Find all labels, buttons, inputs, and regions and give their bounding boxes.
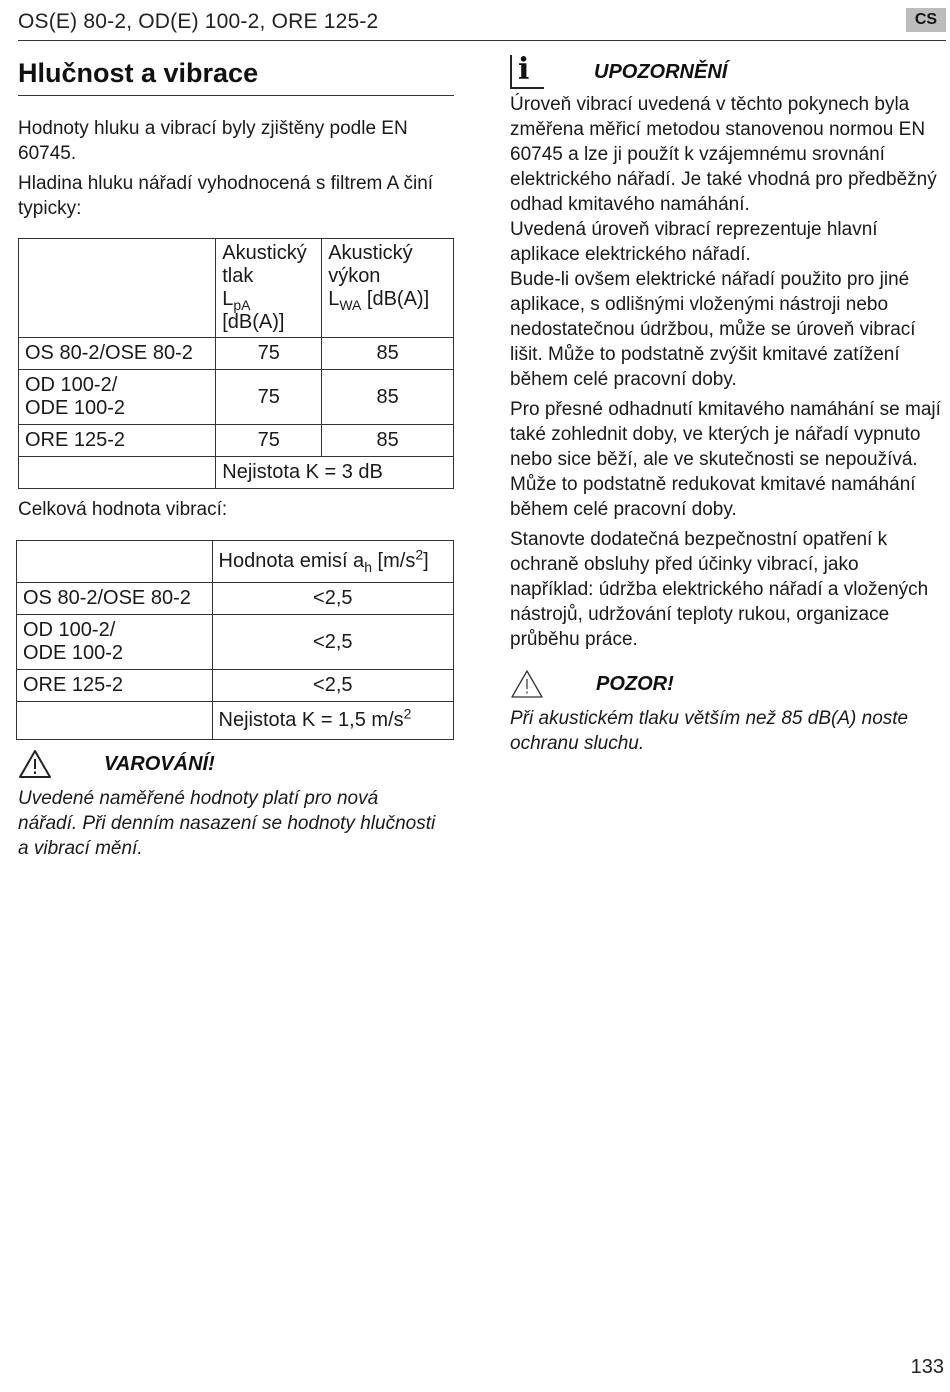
pressure-unit: [dB(A)] bbox=[222, 311, 285, 333]
model-line-1: OD 100-2/ bbox=[25, 374, 118, 396]
warning-triangle-icon bbox=[18, 749, 52, 779]
left-column bbox=[18, 58, 454, 861]
emission-cell: <2,5 bbox=[212, 583, 453, 615]
warning-label: VAROVÁNÍ! bbox=[104, 752, 215, 775]
model-cell: OS 80-2/OSE 80-2 bbox=[17, 583, 213, 615]
pressure-subscript: pA bbox=[233, 297, 251, 313]
table-row bbox=[17, 702, 454, 740]
model-line-2: ODE 100-2 bbox=[25, 397, 126, 419]
power-header bbox=[322, 239, 454, 338]
power-cell: 85 bbox=[322, 370, 454, 425]
table-row bbox=[17, 583, 454, 615]
uncertainty-text: Nejistota K = 1,5 m/s bbox=[218, 709, 404, 731]
info-icon: i bbox=[510, 55, 544, 89]
emission-superscript: 2 bbox=[415, 546, 424, 563]
notice-paragraph: Stanovte dodatečná bezpečnostní opatření k ochraně obsluhy před účinky vibrací, jako například: údržba elektrického nářadí a vložených nástrojů, udržování teploty rukou, organizace průběhu práce. bbox=[510, 529, 929, 650]
emission-unit: [m/s bbox=[371, 550, 416, 572]
empty-cell bbox=[19, 239, 216, 338]
power-cell: 85 bbox=[322, 338, 454, 370]
emission-header-label: Hodnota emisí a bbox=[218, 550, 365, 572]
header-divider bbox=[18, 40, 946, 41]
caution-label: POZOR! bbox=[596, 672, 674, 695]
language-badge: CS bbox=[906, 8, 946, 32]
notice-paragraph: Pro přesné odhadnutí kmitavého namáhání se mají také zohlednit doby, ve kterých je nářadí vypnuto nebo sice běží, ale ve skutečnosti se nepoužívá. Může to podstatně redukovat kmitavé namáhání během celé pracovní doby. bbox=[510, 399, 941, 520]
caution-heading bbox=[510, 664, 946, 704]
table-row bbox=[17, 670, 454, 702]
emission-subscript: h bbox=[364, 559, 372, 575]
vibration-table-header bbox=[17, 541, 454, 583]
uncertainty-cell: Nejistota K = 3 dB bbox=[216, 457, 454, 489]
warning-text: Uvedené naměřené hodnoty platí pro nová nářadí. Při denním nasazení se hodnoty hlučnosti a vibrací mění. bbox=[18, 788, 436, 859]
pressure-cell: 75 bbox=[216, 338, 322, 370]
model-cell bbox=[17, 615, 213, 670]
emission-header bbox=[212, 541, 453, 583]
notice-heading bbox=[510, 52, 946, 92]
right-column bbox=[510, 52, 946, 756]
header-title: OS(E) 80-2, OD(E) 100-2, ORE 125-2 bbox=[18, 10, 379, 33]
emission-bracket: ] bbox=[423, 550, 429, 572]
notice-label: UPOZORNĚNÍ bbox=[594, 60, 728, 83]
emission-cell: <2,5 bbox=[212, 615, 453, 670]
warning-heading bbox=[18, 744, 454, 784]
notice-paragraph: Uvedená úroveň vibrací reprezentuje hlavní aplikace elektrického nářadí. bbox=[510, 219, 878, 265]
model-cell: ORE 125-2 bbox=[17, 670, 213, 702]
noise-table bbox=[18, 238, 454, 489]
model-cell bbox=[19, 370, 216, 425]
model-line-1: OD 100-2/ bbox=[23, 619, 116, 641]
table-row bbox=[19, 425, 454, 457]
model-cell: ORE 125-2 bbox=[19, 425, 216, 457]
empty-cell bbox=[19, 457, 216, 489]
noise-table-header bbox=[19, 239, 454, 338]
section-title: Hlučnost a vibrace bbox=[18, 58, 454, 96]
empty-cell bbox=[17, 541, 213, 583]
table-row bbox=[17, 615, 454, 670]
intro-paragraph: Hodnoty hluku a vibrací byly zjištěny podle EN 60745. bbox=[18, 118, 408, 164]
uncertainty-cell bbox=[212, 702, 453, 740]
pressure-cell: 75 bbox=[216, 425, 322, 457]
vibration-label: Celková hodnota vibrací: bbox=[18, 499, 228, 520]
table-row bbox=[19, 457, 454, 489]
table-row bbox=[19, 338, 454, 370]
emission-cell: <2,5 bbox=[212, 670, 453, 702]
vibration-table bbox=[16, 540, 454, 740]
pressure-header-label: Akustický tlak bbox=[222, 242, 307, 287]
model-cell: OS 80-2/OSE 80-2 bbox=[19, 338, 216, 370]
notice-paragraph: Úroveň vibrací uvedená v těchto pokynech byla změřena měřicí metodou stanovenou normou EN 60745 a lze ji použít k vzájemnému srovnání elektrického nářadí. Je také vhodná pro předběžný odhad kmitavého namáhání. bbox=[510, 94, 937, 215]
pressure-header bbox=[216, 239, 322, 338]
power-unit: [dB(A)] bbox=[361, 288, 430, 310]
table-row bbox=[19, 370, 454, 425]
power-cell: 85 bbox=[322, 425, 454, 457]
empty-cell bbox=[17, 702, 213, 740]
notice-paragraph: Bude-li ovšem elektrické nářadí použito pro jiné aplikace, s odlišnými vloženými nástroji nebo nedostatečnou údržbou, může se úroveň vibrací lišit. Může to podstatně zvýšit kmitavé zatížení během celé pracovní doby. bbox=[510, 269, 916, 390]
uncertainty-superscript: 2 bbox=[403, 705, 412, 722]
pressure-cell: 75 bbox=[216, 370, 322, 425]
caution-triangle-icon bbox=[510, 669, 544, 699]
power-symbol: L bbox=[328, 288, 340, 310]
model-line-2: ODE 100-2 bbox=[23, 642, 124, 664]
pressure-symbol: L bbox=[222, 288, 234, 310]
power-header-label: Akustický výkon bbox=[328, 242, 413, 287]
caution-text: Při akustickém tlaku větším než 85 dB(A) noste ochranu sluchu. bbox=[510, 708, 909, 754]
intro-paragraph-2: Hladina hluku nářadí vyhodnocená s filtrem A činí typicky: bbox=[18, 173, 434, 219]
power-subscript: WA bbox=[339, 297, 362, 313]
page-number: 133 bbox=[910, 1356, 944, 1378]
